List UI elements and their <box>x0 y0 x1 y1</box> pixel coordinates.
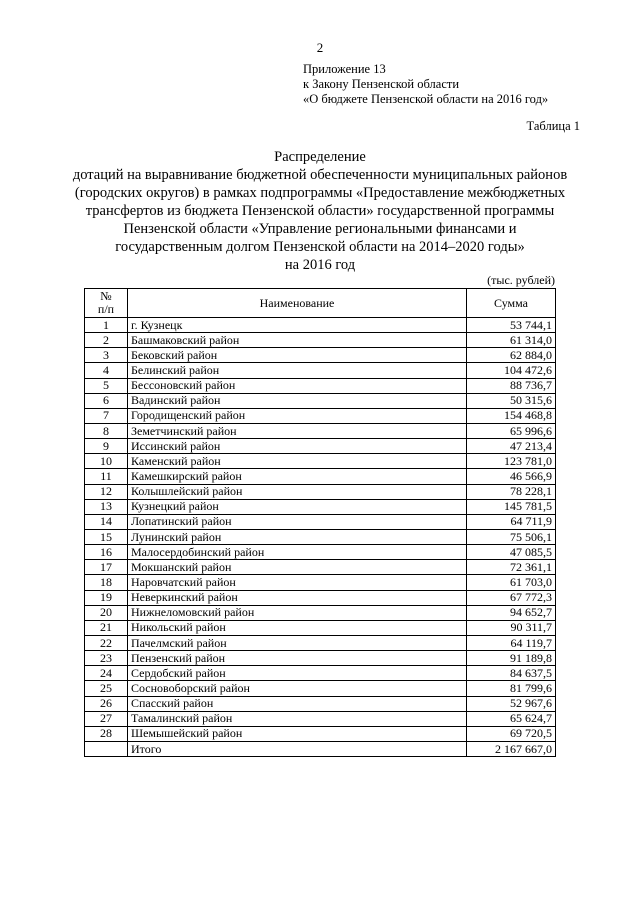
table-label: Таблица 1 <box>526 119 580 133</box>
row-name: Земетчинский район <box>128 423 467 438</box>
row-num: 19 <box>85 590 128 605</box>
row-name: Вадинский район <box>128 393 467 408</box>
appendix-line: к Закону Пензенской области <box>303 77 460 91</box>
row-num: 21 <box>85 620 128 635</box>
row-sum: 46 566,9 <box>467 469 556 484</box>
table-row <box>85 484 556 499</box>
table-row <box>85 635 556 650</box>
row-sum: 90 311,7 <box>467 620 556 635</box>
row-num: 16 <box>85 545 128 560</box>
table-total-row <box>85 741 556 756</box>
row-num: 7 <box>85 408 128 423</box>
row-num: 5 <box>85 378 128 393</box>
row-sum: 52 967,6 <box>467 696 556 711</box>
row-num: 26 <box>85 696 128 711</box>
row-num: 28 <box>85 726 128 741</box>
row-name: Нижнеломовский район <box>128 605 467 620</box>
document-title <box>40 148 600 274</box>
row-sum: 104 472,6 <box>467 363 556 378</box>
row-sum: 47 085,5 <box>467 545 556 560</box>
row-name: Белинский район <box>128 363 467 378</box>
row-num: 3 <box>85 348 128 363</box>
row-sum: 91 189,8 <box>467 651 556 666</box>
row-sum: 50 315,6 <box>467 393 556 408</box>
row-sum: 154 468,8 <box>467 408 556 423</box>
table-row <box>85 666 556 681</box>
row-sum: 53 744,1 <box>467 318 556 333</box>
row-name: Башмаковский район <box>128 333 467 348</box>
table-row <box>85 605 556 620</box>
row-num: 1 <box>85 318 128 333</box>
row-sum: 64 119,7 <box>467 635 556 650</box>
row-num: 12 <box>85 484 128 499</box>
table-row <box>85 726 556 741</box>
table-row <box>85 363 556 378</box>
row-name: Шемышейский район <box>128 726 467 741</box>
row-name: Малосердобинский район <box>128 545 467 560</box>
table-row <box>85 439 556 454</box>
row-sum: 69 720,5 <box>467 726 556 741</box>
row-name: Лунинский район <box>128 529 467 544</box>
row-sum: 65 624,7 <box>467 711 556 726</box>
units-label: (тыс. рублей) <box>487 273 555 287</box>
table-row <box>85 711 556 726</box>
row-name: Мокшанский район <box>128 560 467 575</box>
row-sum: 81 799,6 <box>467 681 556 696</box>
row-num: 4 <box>85 363 128 378</box>
row-num: 8 <box>85 423 128 438</box>
appendix-line: «О бюджете Пензенской области на 2016 год» <box>303 92 549 106</box>
row-name: Бековский район <box>128 348 467 363</box>
table-row <box>85 423 556 438</box>
table-row <box>85 681 556 696</box>
table-row <box>85 651 556 666</box>
table-row <box>85 318 556 333</box>
row-name: Колышлейский район <box>128 484 467 499</box>
row-num: 10 <box>85 454 128 469</box>
table-row <box>85 575 556 590</box>
title-line: Распределение <box>274 149 366 165</box>
appendix-reference <box>303 62 548 107</box>
table-header-row <box>85 289 556 318</box>
distribution-table <box>84 288 556 757</box>
header-name: Наименование <box>128 289 467 318</box>
row-sum: 145 781,5 <box>467 499 556 514</box>
header-sum: Сумма <box>467 289 556 318</box>
table-row <box>85 333 556 348</box>
row-num: 23 <box>85 651 128 666</box>
row-num: 9 <box>85 439 128 454</box>
table-row <box>85 469 556 484</box>
table-row <box>85 514 556 529</box>
row-name: Бессоновский район <box>128 378 467 393</box>
total-label: Итого <box>128 741 467 756</box>
title-line: (городских округов) в рамках подпрограммы «Предоставление межбюджетных <box>74 185 566 201</box>
row-sum: 78 228,1 <box>467 484 556 499</box>
table-row <box>85 378 556 393</box>
row-num: 13 <box>85 499 128 514</box>
row-num: 24 <box>85 666 128 681</box>
row-num: 25 <box>85 681 128 696</box>
row-sum: 47 213,4 <box>467 439 556 454</box>
total-num <box>85 741 128 756</box>
row-sum: 75 506,1 <box>467 529 556 544</box>
row-name: Никольский район <box>128 620 467 635</box>
title-line: дотаций на выравнивание бюджетной обеспеченности муниципальных районов <box>72 167 568 183</box>
row-name: Лопатинский район <box>128 514 467 529</box>
row-name: Спасский район <box>128 696 467 711</box>
row-sum: 64 711,9 <box>467 514 556 529</box>
row-sum: 61 314,0 <box>467 333 556 348</box>
table-row <box>85 454 556 469</box>
row-name: Каменский район <box>128 454 467 469</box>
row-name: Иссинский район <box>128 439 467 454</box>
appendix-line: Приложение 13 <box>303 62 386 76</box>
row-name: Пензенский район <box>128 651 467 666</box>
row-num: 22 <box>85 635 128 650</box>
row-name: Городищенский район <box>128 408 467 423</box>
table-row <box>85 696 556 711</box>
row-name: Тамалинский район <box>128 711 467 726</box>
table-row <box>85 499 556 514</box>
row-name: Камешкирский район <box>128 469 467 484</box>
row-sum: 67 772,3 <box>467 590 556 605</box>
header-num: № п/п <box>85 289 128 318</box>
row-sum: 84 637,5 <box>467 666 556 681</box>
table-row <box>85 529 556 544</box>
row-num: 11 <box>85 469 128 484</box>
table-row <box>85 408 556 423</box>
table-row <box>85 620 556 635</box>
table-row <box>85 348 556 363</box>
page-number: 2 <box>316 40 324 55</box>
title-line: на 2016 год <box>284 257 356 273</box>
row-num: 15 <box>85 529 128 544</box>
table-row <box>85 590 556 605</box>
row-num: 27 <box>85 711 128 726</box>
row-name: Неверкинский район <box>128 590 467 605</box>
table-row <box>85 545 556 560</box>
row-sum: 72 361,1 <box>467 560 556 575</box>
title-line: Пензенской области «Управление региональными финансами и <box>123 221 517 237</box>
title-line: трансфертов из бюджета Пензенской области» государственной программы <box>85 203 555 219</box>
row-num: 2 <box>85 333 128 348</box>
title-line: государственным долгом Пензенской области на 2014–2020 годы» <box>115 239 525 255</box>
total-sum: 2 167 667,0 <box>467 741 556 756</box>
row-sum: 61 703,0 <box>467 575 556 590</box>
row-num: 17 <box>85 560 128 575</box>
row-sum: 62 884,0 <box>467 348 556 363</box>
row-name: г. Кузнецк <box>128 318 467 333</box>
table-row <box>85 393 556 408</box>
row-num: 20 <box>85 605 128 620</box>
row-sum: 123 781,0 <box>467 454 556 469</box>
row-sum: 65 996,6 <box>467 423 556 438</box>
row-num: 14 <box>85 514 128 529</box>
row-name: Сердобский район <box>128 666 467 681</box>
row-sum: 94 652,7 <box>467 605 556 620</box>
row-sum: 88 736,7 <box>467 378 556 393</box>
row-name: Кузнецкий район <box>128 499 467 514</box>
row-name: Наровчатский район <box>128 575 467 590</box>
row-num: 6 <box>85 393 128 408</box>
row-name: Сосновоборский район <box>128 681 467 696</box>
row-name: Пачелмский район <box>128 635 467 650</box>
row-num: 18 <box>85 575 128 590</box>
table-row <box>85 560 556 575</box>
